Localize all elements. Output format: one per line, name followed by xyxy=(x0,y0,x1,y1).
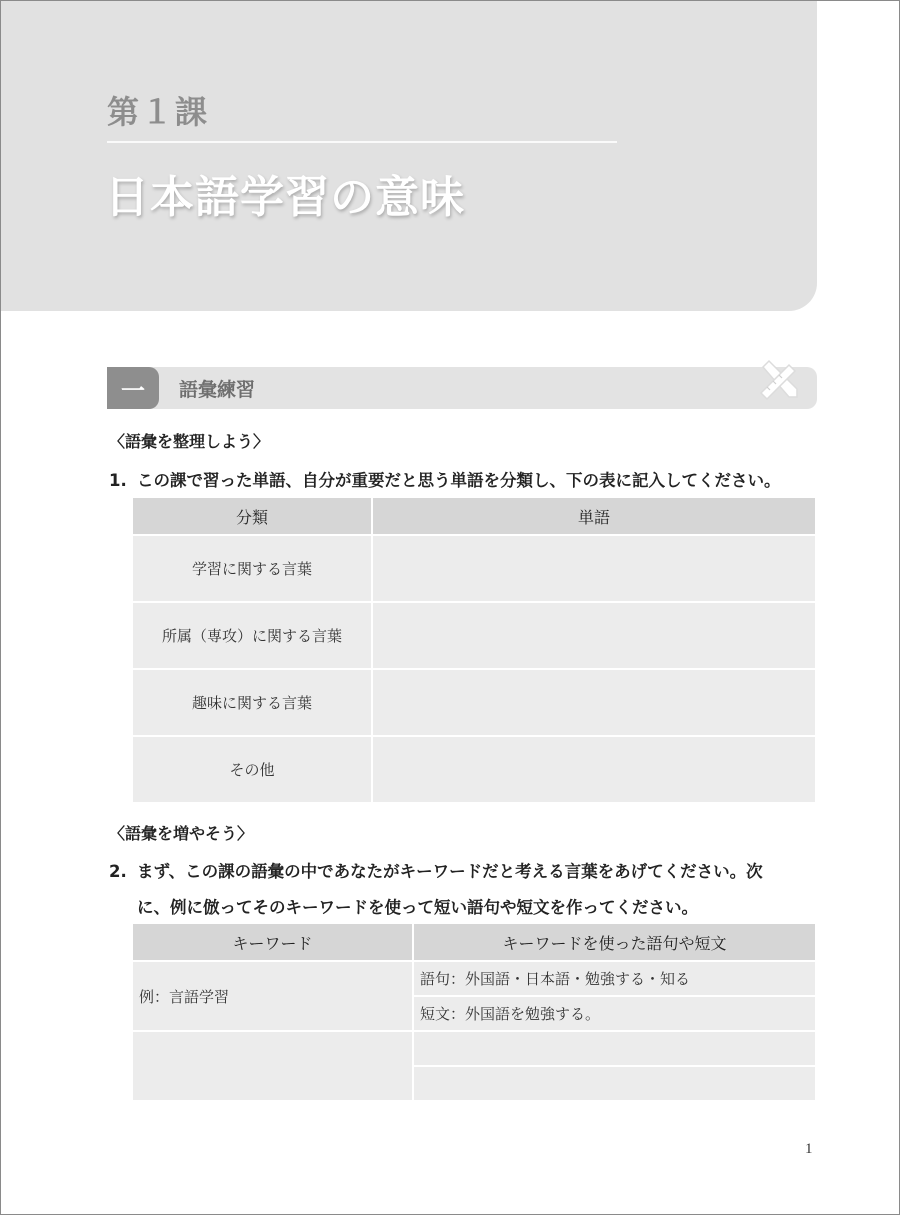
lesson-banner xyxy=(1,1,817,311)
keyword-input-cell[interactable] xyxy=(132,1031,413,1101)
category-cell: その他 xyxy=(132,736,372,803)
words-input-cell[interactable] xyxy=(372,736,816,803)
words-input-cell[interactable] xyxy=(372,602,816,669)
table-row xyxy=(132,535,816,602)
example-keyword-cell: 例：言語学習 xyxy=(132,961,413,1031)
words-input-cell[interactable] xyxy=(372,535,816,602)
table-row xyxy=(132,602,816,669)
example-phrase-cell: 語句：外国語・日本語・勉強する・知る xyxy=(413,961,816,996)
category-cell: 趣味に関する言葉 xyxy=(132,669,372,736)
section-title: 語彙練習 xyxy=(179,379,256,401)
question-1-number: 1. xyxy=(109,471,127,490)
sentence-input-cell[interactable] xyxy=(413,1066,816,1101)
table-header-words: 単語 xyxy=(372,497,816,535)
vocabulary-table xyxy=(131,496,817,804)
keyword-table xyxy=(131,922,817,1102)
question-1 xyxy=(109,463,781,499)
section-header xyxy=(107,367,817,409)
table-row xyxy=(132,736,816,803)
table-row xyxy=(132,669,816,736)
table-header-category: 分類 xyxy=(132,497,372,535)
banner-divider xyxy=(107,141,617,143)
page-number: 1 xyxy=(805,1141,813,1157)
question-2-line2: に、例に倣ってそのキーワードを使って短い語句や短文を作ってください。 xyxy=(137,898,698,917)
question-1-text: この課で習った単語、自分が重要だと思う単語を分類し、下の表に記入してください。 xyxy=(137,471,781,490)
question-2-line1: まず、この課の語彙の中であなたがキーワードだと考える言葉をあげてください。次 xyxy=(137,862,763,881)
question-2 xyxy=(109,854,763,926)
table-header-phrases: キーワードを使った語句や短文 xyxy=(413,923,816,961)
lesson-title: 日本語学習の意味 xyxy=(105,172,465,223)
lesson-number: 第１課 xyxy=(107,93,210,131)
table-row xyxy=(132,1031,816,1066)
words-input-cell[interactable] xyxy=(372,669,816,736)
table-row xyxy=(132,961,816,996)
question-2-number: 2. xyxy=(109,862,127,881)
phrase-input-cell[interactable] xyxy=(413,1031,816,1066)
category-cell: 学習に関する言葉 xyxy=(132,535,372,602)
section-number: 一 xyxy=(107,367,159,409)
part1-heading: 〈語彙を整理しよう〉 xyxy=(109,432,270,451)
category-cell: 所属（専攻）に関する言葉 xyxy=(132,602,372,669)
example-sentence-cell: 短文：外国語を勉強する。 xyxy=(413,996,816,1031)
part2-heading: 〈語彙を増やそう〉 xyxy=(109,824,254,843)
table-header-keyword: キーワード xyxy=(132,923,413,961)
pencil-ruler-icon xyxy=(753,353,805,405)
